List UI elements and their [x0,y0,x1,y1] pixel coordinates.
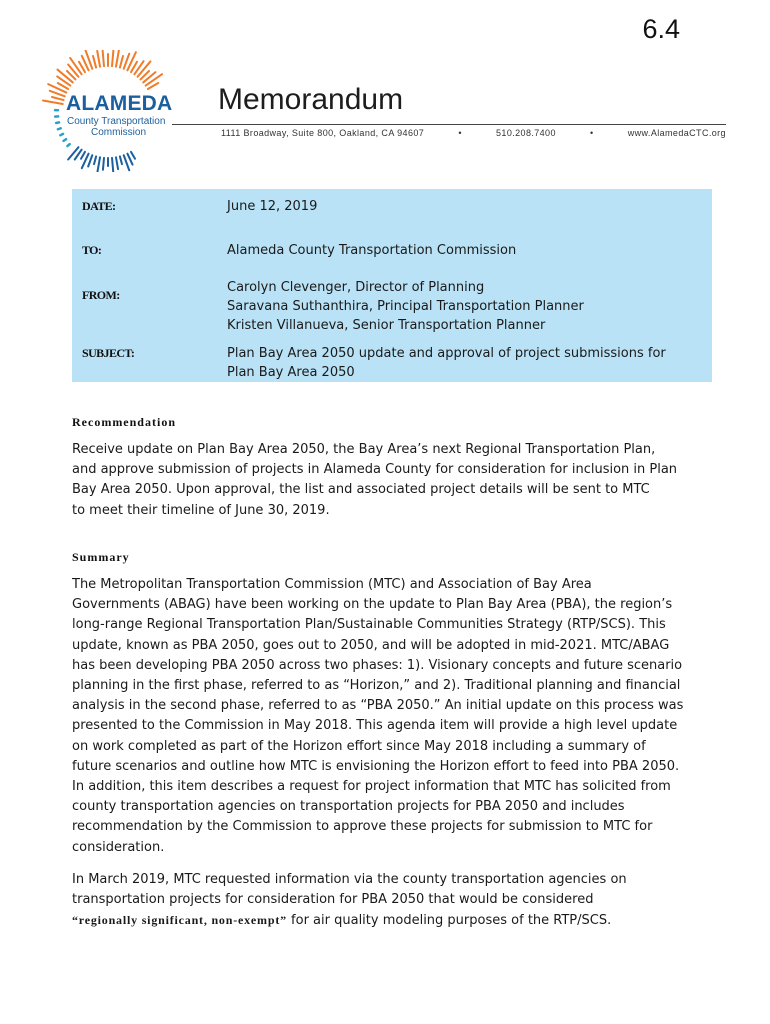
paragraph-line: analysis in the second phase, referred to as “PBA 2050.” An initial update on this process was [72,698,684,714]
from-line: Saravana Suthanthira, Principal Transportation Planner [227,299,584,314]
paragraph-line: transportation projects for consideration for PBA 2050 that would be considered [72,892,594,908]
paragraph-line: Bay Area 2050. Upon approval, the list and associated project details will be sent to MTC [72,482,650,498]
subject-line: Plan Bay Area 2050 update and approval of project submissions for [227,346,666,361]
memo-header-box [72,189,712,382]
logo-ray [102,50,104,66]
from-value [227,278,584,335]
logo-ray [56,122,59,123]
logo-ray [138,61,151,76]
logo-ray [67,144,69,146]
logo-ray [103,158,104,170]
agenda-item-number: 6.4 [642,14,680,44]
logo-ray [58,128,61,129]
subject-line: Plan Bay Area 2050 [227,365,355,380]
paragraph-line: consideration. [72,839,165,855]
address: 1111 Broadway, Suite 800, Oakland, CA 94607 [221,128,425,138]
subject-label: SUBJECT: [82,346,135,360]
logo-ray [127,154,132,165]
paragraph-line: long-range Regional Transportation Plan/Sustainable Communities Strategy (RTP/SCS). This [72,617,666,633]
logo-subtitle-line2: Commission [91,127,147,138]
logo-subtitle-line1: County Transportation [67,116,166,127]
logo-ray [52,97,64,100]
paragraph-line: Receive update on Plan Bay Area 2050, the Bay Area’s next Regional Transportation Plan, [72,442,656,457]
paragraph-line: on work completed as part of the Horizon effort since May 2018 including a summary of [72,738,646,754]
logo-ray [146,74,162,85]
logo-name: ALAMEDA [66,92,173,115]
from-line: Carolyn Clevenger, Director of Planning [227,280,485,295]
website-link[interactable]: www.AlamedaCTC.org [627,128,726,138]
paragraph-line: recommendation by the Commission to approve these projects for submission to MTC for [72,819,653,835]
header-divider [172,124,726,125]
from-label: FROM: [82,288,120,302]
logo-ray [120,156,122,164]
logo-ray [81,152,85,159]
summary-paragraph-1 [72,575,712,858]
memo-title: Memorandum [218,83,404,116]
separator-bullet: • [458,128,462,138]
logo-ray [43,101,63,104]
paragraph-line: has been developing PBA 2050 across two phases: 1). Visionary concepts and future scenario [72,657,683,673]
contact-line [221,128,726,138]
recommendation-paragraph [72,440,712,521]
emphasized-term: “regionally significant, non-exempt” [72,913,287,928]
to-label: TO: [82,243,102,257]
recommendation-heading: Recommendation [72,415,176,429]
date-label: DATE: [82,199,116,213]
paragraph-line: The Metropolitan Transportation Commission (MTC) and Association of Bay Area [72,577,592,592]
paragraph-line: update, known as PBA 2050, goes out to 2050, and will be adopted in mid-2021. MTC/ABAG [72,637,670,653]
logo-ray [93,56,96,68]
paragraph-line: Governments (ABAG) have been working on the update to Plan Bay Area (PBA), the region’s [72,597,673,613]
logo-ray [120,56,123,68]
paragraph-line [72,910,712,931]
paragraph-line: future scenarios and outline how MTC is envisioning the Horizon effort to feed into PBA 2050. [72,758,680,774]
logo-ray [57,70,72,83]
logo-ray [112,158,113,172]
logo-ray [64,139,67,141]
logo-ray [116,50,119,67]
alameda-ctc-logo [40,50,190,172]
logo-ray [116,157,118,169]
paragraph-line: In addition, this item describes a request for project information that MTC has solicited from [72,779,671,795]
from-line: Kristen Villanueva, Senior Transportation Planner [227,318,546,333]
logo-ray [97,51,100,67]
paragraph-line: presented to the Commission in May 2018. This agenda item will provide a high level update [72,718,678,734]
logo-ray [97,157,100,172]
paragraph-line: In March 2019, MTC requested information via the county transportation agencies on [72,872,627,887]
paragraph-line: and approve submission of projects in Alameda County for consideration for inclusion in Plan [72,462,678,478]
logo-ray [60,134,63,135]
paragraph-line: planning in the first phase, referred to as “Horizon,” and 2). Traditional planning and financial [72,678,681,694]
logo-ray [94,156,96,164]
summary-paragraph-2 [72,870,712,932]
to-value: Alameda County Transportation Commission [227,243,517,258]
paragraph-tail: for air quality modeling purposes of the RTP/SCS. [286,913,612,929]
date-value: June 12, 2019 [227,199,318,214]
logo-ray [70,58,81,74]
subject-value [227,344,666,382]
summary-heading: Summary [72,550,130,564]
logo-ray [112,50,113,66]
paragraph-line: county transportation agencies on transportation projects for PBA 2050 and includes [72,799,625,815]
logo-ray [88,155,92,166]
logo-ray [131,152,135,159]
paragraph-line: to meet their timeline of June 30, 2019. [72,502,330,518]
separator-bullet: • [590,128,594,138]
phone-number: 510.208.7400 [496,128,556,138]
